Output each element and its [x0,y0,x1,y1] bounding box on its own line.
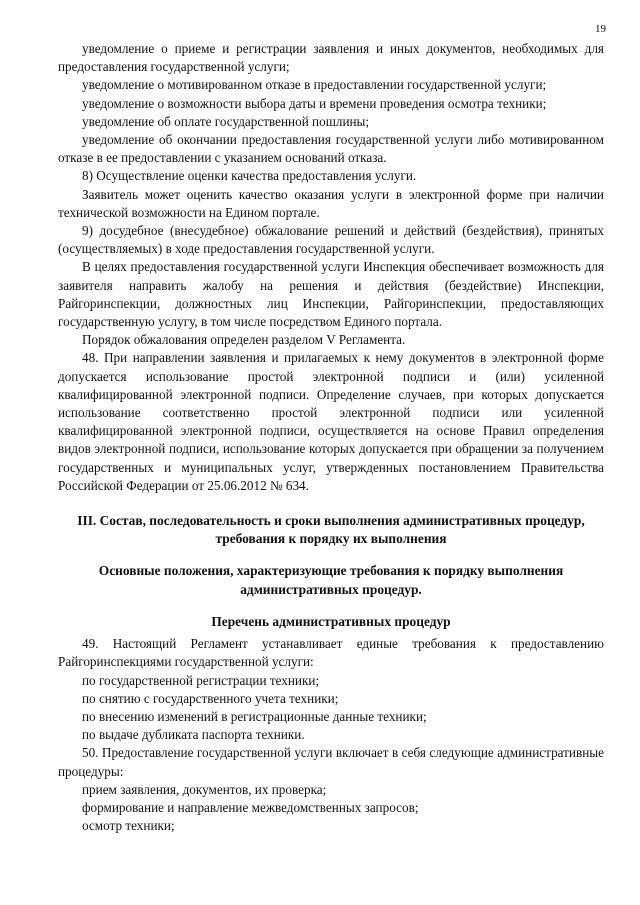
list-item: прием заявления, документов, их проверка; [82,781,327,797]
list-item: по выдаче дубликата паспорта техники. [82,727,305,743]
paragraph: уведомление об оплате государственной пошлины; [82,113,370,129]
list-item: осмотр техники; [82,818,175,834]
document-body [58,40,604,835]
list-item: по внесению изменений в регистрационные данные техники; [82,708,427,724]
paragraph: Заявитель может оценить качество оказания услуги в электронной форме при наличии технической возможности на Едином портале. [58,186,604,220]
list-item: формирование и направление межведомственных запросов; [82,799,419,815]
list-item: по снятию с государственного учета техники; [82,690,339,706]
paragraph: 48. При направлении заявления и прилагаемых к нему документов в электронной форме допускается использование простой электронной подписи и (или) усиленной квалифицированной электронной подписи. Определение случаев, при которых допускается использование соответственно простой электронной подписи или усиленной квалифицированной электронной подписи, осуществляется на основе Правил определения видов электронной подписи, использование которых допускается при обращении за получением государственных и муниципальных услуг, утвержденных постановлением Правительства Российской Федерации от 25.06.2012 № 634. [58,350,604,493]
list-heading: Перечень административных процедур [211,613,451,629]
paragraph: В целях предоставления государственной услуги Инспекция обеспечивает возможность для заявителя направить жалобу на решения и действия (бездействие) Инспекции, Райгоринспекции, должностных лиц Инспекции, Райгоринспекции, предоставляющих государственную услугу, в том числе посредством Единого портала. [58,259,604,330]
page-number: 19 [595,23,606,35]
subheading: Основные положения, характеризующие требования к порядку выполнения административных процедур. [98,563,564,597]
section-heading: III. Состав, последовательность и сроки выполнения административных процедур, требования к порядку их выполнения [77,513,585,547]
paragraph: уведомление о мотивированном отказе в предоставлении государственной услуги; [82,77,547,93]
paragraph: 49. Настоящий Регламент устанавливает единые требования к предоставлению Райгоринспекциями государственной услуги: [58,636,604,670]
paragraph: 9) досудебное (внесудебное) обжалование решений и действий (бездействия), принятых (осуществляемых) в ходе предоставления государственной услуги. [58,223,604,257]
paragraph: уведомление о возможности выбора даты и времени проведения осмотра техники; [82,95,547,111]
list-item: по государственной регистрации техники; [82,672,320,688]
paragraph: Порядок обжалования определен разделом V Регламента. [82,332,406,348]
paragraph: уведомление о приеме и регистрации заявления и иных документов, необходимых для предоставления государственной услуги; [58,41,604,75]
paragraph: 8) Осуществление оценки качества предоставления услуги. [82,168,417,184]
paragraph: 50. Предоставление государственной услуги включает в себя следующие административные процедуры: [58,745,604,779]
paragraph: уведомление об окончании предоставления государственной услуги либо мотивированном отказе в ее предоставлении с указанием оснований отказа. [58,132,604,166]
